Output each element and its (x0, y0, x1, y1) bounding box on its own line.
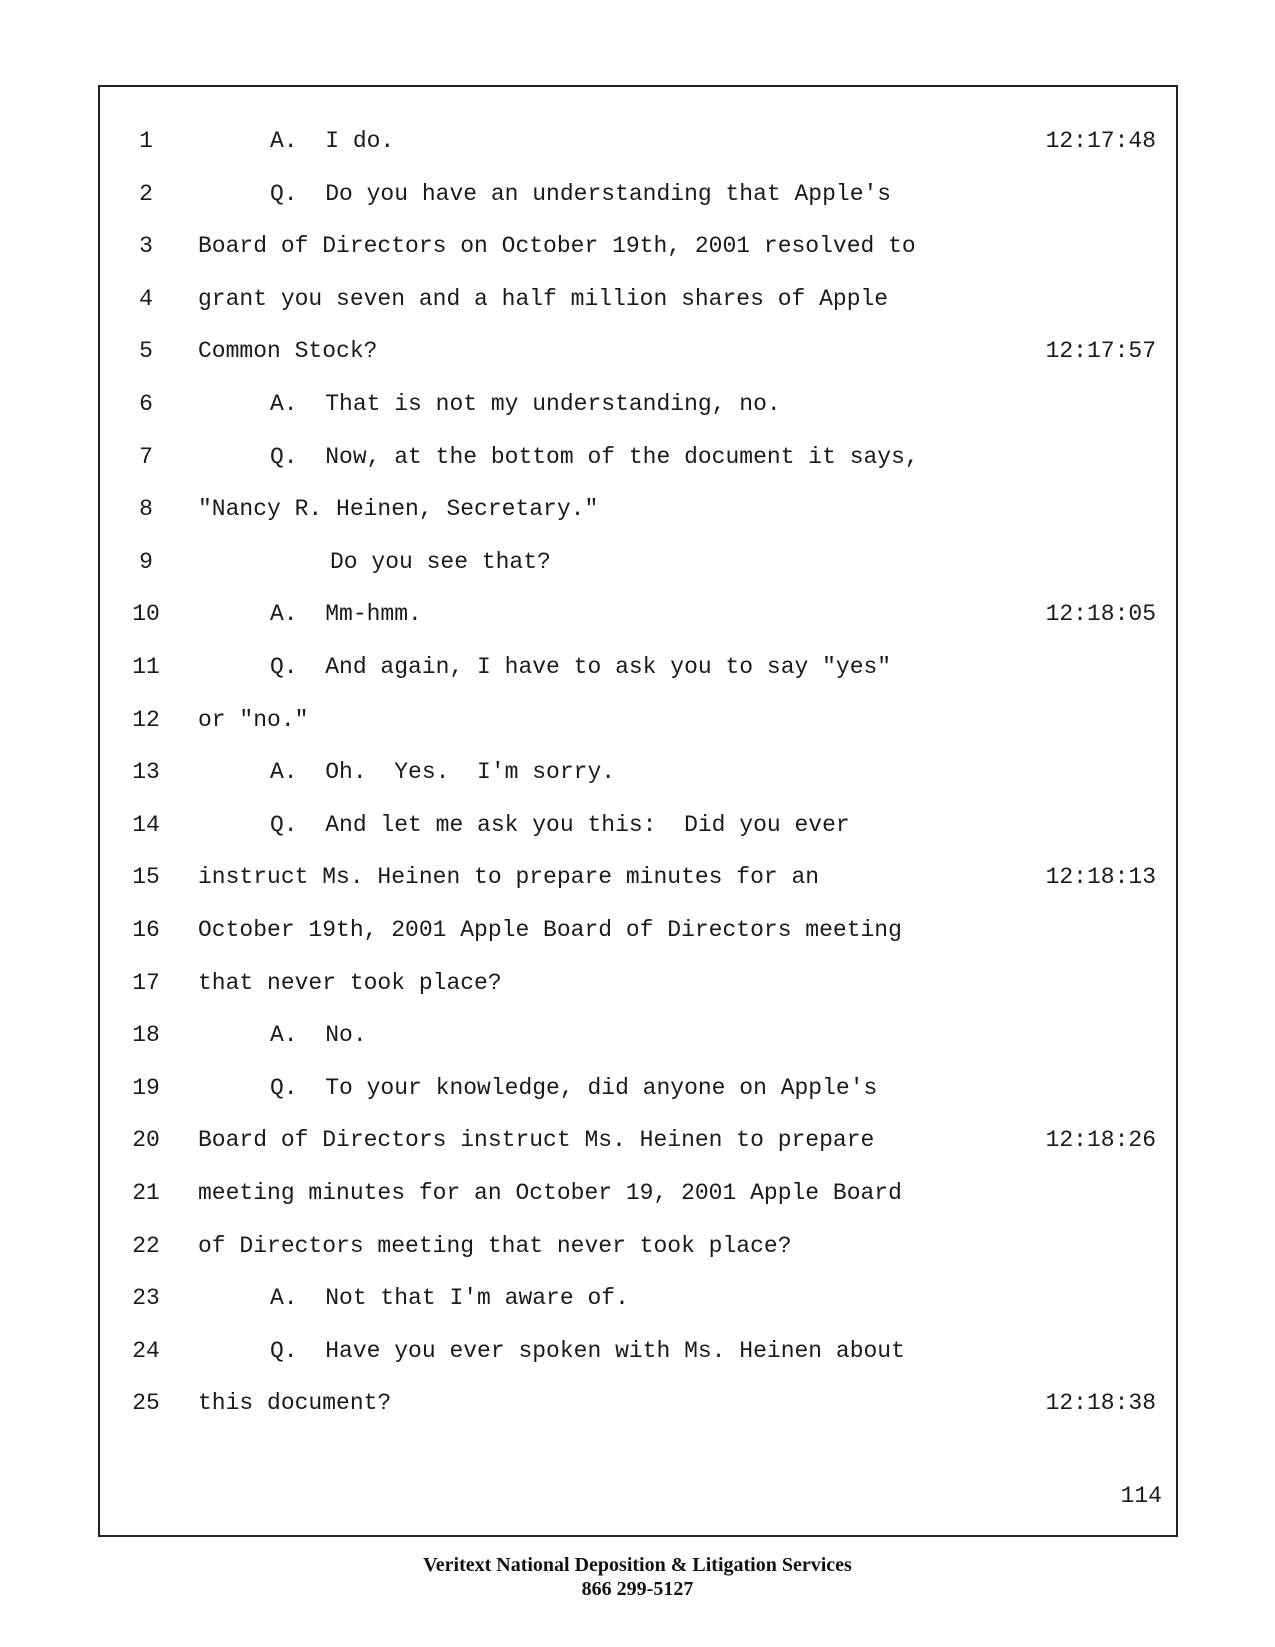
transcript-line (100, 1383, 1176, 1423)
line-body: that never took place? (198, 969, 502, 996)
footer-company: Veritext National Deposition & Litigation Services (423, 1554, 852, 1576)
speaker-label: A. (270, 391, 298, 417)
line-number: 9 (139, 548, 153, 575)
speaker-label: Q. (270, 443, 298, 470)
line-number: 12 (132, 706, 160, 733)
line-number: 2 (139, 180, 153, 207)
line-text (270, 1331, 905, 1371)
line-number: 19 (132, 1074, 160, 1101)
line-number: 17 (132, 969, 160, 996)
line-number: 11 (132, 654, 160, 680)
transcript-line (100, 1068, 1176, 1108)
transcript-line (100, 910, 1176, 950)
line-text (198, 1173, 902, 1213)
line-text (198, 279, 888, 319)
line-text (198, 1383, 391, 1423)
line-text (198, 331, 377, 371)
line-number: 14 (132, 811, 160, 838)
line-number: 10 (132, 601, 160, 628)
line-text (270, 1068, 877, 1108)
transcript-line (100, 542, 1176, 582)
line-number: 20 (132, 1127, 160, 1154)
line-number: 25 (132, 1390, 160, 1417)
transcript-line (100, 1015, 1176, 1055)
transcript-line (100, 437, 1176, 477)
line-text (198, 1120, 874, 1160)
transcript-line (100, 121, 1176, 161)
timestamp: 12:18:38 (1045, 1390, 1156, 1417)
transcript-line (100, 752, 1176, 792)
transcript-line (100, 1226, 1176, 1266)
timestamp: 12:18:05 (1045, 601, 1156, 628)
timestamp: 12:17:48 (1045, 128, 1156, 154)
line-body: Board of Directors on October 19th, 2001 resolved to (198, 233, 916, 260)
line-text (198, 700, 308, 740)
line-text (198, 857, 819, 897)
line-body: "Nancy R. Heinen, Secretary." (198, 496, 599, 523)
line-body: Do you have an understanding that Apple's (325, 180, 892, 207)
line-body: Mm-hmm. (325, 601, 422, 628)
line-number: 22 (132, 1232, 160, 1259)
line-text (270, 647, 891, 687)
line-body: To your knowledge, did anyone on Apple's (325, 1074, 878, 1101)
line-body: meeting minutes for an October 19, 2001 Apple Board (198, 1180, 902, 1206)
timestamp: 12:18:26 (1045, 1127, 1156, 1154)
transcript-line (100, 700, 1176, 740)
line-text (270, 594, 422, 634)
footer-phone: 866 299-5127 (581, 1578, 694, 1600)
line-text (270, 752, 615, 792)
line-text (270, 121, 394, 161)
line-body: Now, at the bottom of the document it says, (325, 443, 919, 470)
line-number: 18 (132, 1022, 160, 1049)
footer (0, 1553, 1275, 1601)
transcript-line (100, 384, 1176, 424)
line-text (198, 489, 598, 529)
line-text (198, 963, 502, 1003)
speaker-label: A. (270, 1285, 298, 1312)
line-text (198, 226, 916, 266)
transcript-line (100, 647, 1176, 687)
line-text (198, 910, 902, 950)
transcript-line (100, 279, 1176, 319)
line-body: October 19th, 2001 Apple Board of Directors meeting (198, 917, 902, 943)
line-number: 7 (139, 443, 153, 470)
line-body: I do. (325, 128, 395, 154)
line-body: of Directors meeting that never took place? (198, 1232, 792, 1259)
transcript-page-frame (98, 85, 1178, 1537)
transcript-line (100, 489, 1176, 529)
line-number: 13 (132, 759, 160, 786)
speaker-label: A. (270, 128, 298, 154)
line-body: Not that I'm aware of. (325, 1285, 629, 1312)
transcript-line (100, 226, 1176, 266)
transcript-line (100, 963, 1176, 1003)
timestamp: 12:18:13 (1045, 864, 1156, 891)
transcript-line (100, 857, 1176, 897)
line-number: 24 (132, 1337, 160, 1364)
line-body: Oh. Yes. I'm sorry. (325, 759, 616, 786)
transcript-line (100, 594, 1176, 634)
line-body: Do you see that? (330, 548, 551, 575)
line-text (198, 1226, 792, 1266)
transcript-line (100, 331, 1176, 371)
line-body: or "no." (198, 706, 309, 733)
line-number: 8 (139, 496, 153, 523)
line-body: And let me ask you this: Did you ever (325, 811, 850, 838)
page-number: 114 (1120, 1483, 1162, 1509)
line-text (270, 805, 850, 845)
transcript-line (100, 805, 1176, 845)
transcript-line (100, 1120, 1176, 1160)
line-body: this document? (198, 1390, 392, 1417)
line-number: 21 (132, 1180, 160, 1206)
speaker-label: A. (270, 759, 298, 786)
line-body: Board of Directors instruct Ms. Heinen to prepare (198, 1127, 875, 1154)
line-number: 4 (139, 285, 153, 312)
line-number: 23 (132, 1285, 160, 1312)
line-text (270, 1278, 629, 1318)
speaker-label: Q. (270, 1074, 298, 1101)
line-text (270, 437, 919, 477)
line-body: And again, I have to ask you to say "yes" (325, 654, 892, 680)
line-body: grant you seven and a half million shares of Apple (198, 285, 889, 312)
transcript-line (100, 1278, 1176, 1318)
speaker-label: A. (270, 1022, 298, 1049)
speaker-label: Q. (270, 180, 298, 207)
line-body: instruct Ms. Heinen to prepare minutes for an (198, 864, 820, 891)
line-number: 5 (139, 338, 153, 365)
line-text (270, 1015, 367, 1055)
line-number: 15 (132, 864, 160, 891)
speaker-label: Q. (270, 1337, 298, 1364)
transcript-line (100, 1173, 1176, 1213)
transcript-line (100, 1331, 1176, 1371)
line-number: 1 (139, 128, 153, 154)
speaker-label: Q. (270, 654, 298, 680)
speaker-label: Q. (270, 811, 298, 838)
line-body: That is not my understanding, no. (325, 391, 781, 417)
line-text (270, 384, 781, 424)
speaker-label: A. (270, 601, 298, 628)
line-number: 16 (132, 917, 160, 943)
line-text (330, 542, 551, 582)
line-number: 3 (139, 233, 153, 260)
line-body: Have you ever spoken with Ms. Heinen about (325, 1337, 905, 1364)
line-text (270, 174, 891, 214)
line-number: 6 (139, 391, 153, 417)
line-body: No. (325, 1022, 367, 1049)
line-body: Common Stock? (198, 338, 378, 365)
transcript-line (100, 174, 1176, 214)
timestamp: 12:17:57 (1045, 338, 1156, 365)
